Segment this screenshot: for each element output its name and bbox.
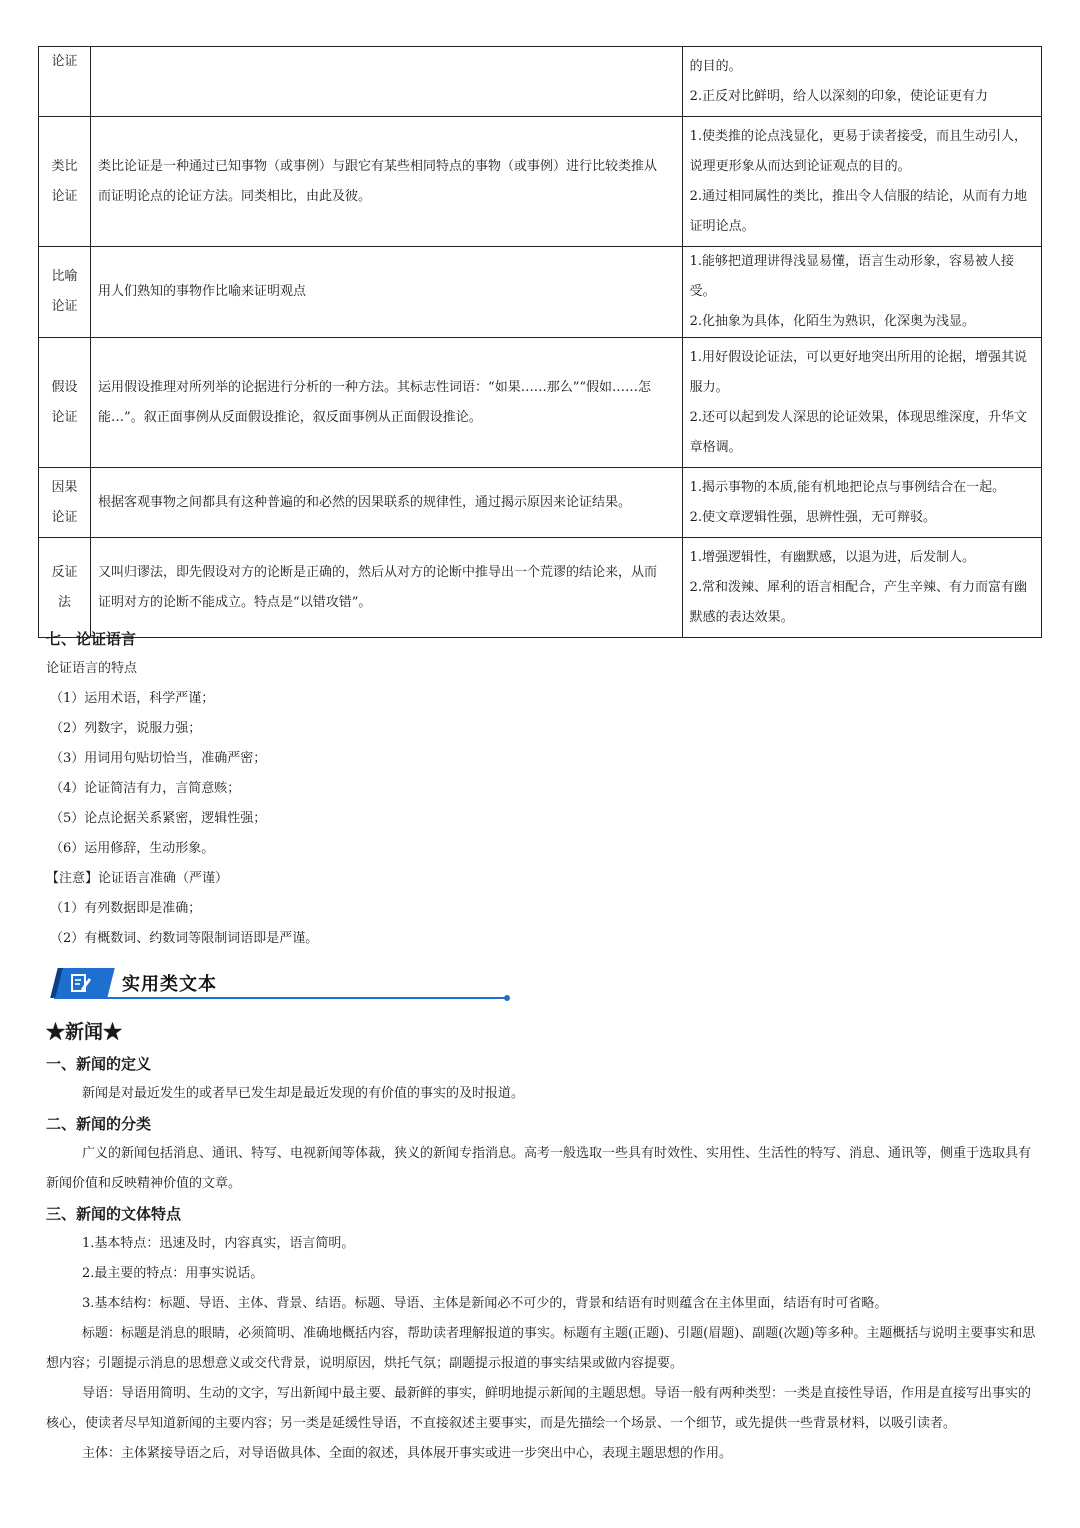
definition-cell	[91, 538, 683, 638]
news-heading-features: 三、新闻的文体特点	[46, 1205, 182, 1223]
effect-text: 证明论点。	[689, 218, 755, 234]
news-heading-classification: 二、新闻的分类	[46, 1115, 152, 1133]
paragraph-body: 主体：主体紧接导语之后，对导语做具体、全面的叙述，具体展开事实或进一步突出中心，表现主题思想的作用。	[82, 1446, 733, 1461]
list-item: （4）论证简洁有力，言简意赅；	[50, 781, 241, 796]
list-item: （5）论点论据关系紧密，逻辑性强；	[50, 811, 267, 826]
method-name-cell	[39, 538, 91, 638]
table-row	[39, 47, 1042, 117]
effect-text: 默感的表达效果。	[689, 609, 794, 625]
section-banner	[50, 962, 510, 1004]
method-name-cell	[39, 47, 91, 117]
paragraph-lead: 导语：导语用简明、生动的文字，写出新闻中最主要、最新鲜的事实，鲜明地提示新闻的主题思想。导语一般有两种类型：一类是直接性导语，作用是直接写出事实的核心，使读者尽早知道新闻的主要内容；另一类是延缓性导语，不直接叙述主要事实，而是先描绘一个场景、一个细节，或先提供一些背景材料，以吸引读者。	[46, 1386, 1032, 1431]
definition-text: 根据客观事物之间都具有这种普遍的和必然的因果联系的规律性，通过揭示原因来论证结果。	[98, 494, 632, 510]
definition-cell	[91, 338, 683, 468]
news-heading-definition: 一、新闻的定义	[46, 1055, 152, 1073]
method-name-cell	[39, 338, 91, 468]
table-row	[39, 538, 1042, 638]
effect-cell	[682, 468, 1041, 538]
method-name: 论证	[51, 509, 78, 525]
method-name: 反证	[51, 564, 78, 580]
banner-rule-end	[504, 995, 510, 1001]
list-item: （2）有概数词、约数词等限制词语即是严谨。	[50, 931, 319, 946]
table-row	[39, 468, 1042, 538]
list-item: （1）有列数据即是准确；	[50, 901, 202, 916]
banner-title: 实用类文本	[122, 974, 217, 995]
pencil-note-icon	[70, 972, 92, 994]
definition-text: 又叫归谬法，即先假设对方的论断是正确的，然后从对方的论断中推导出一个荒谬的结论来，从而	[98, 564, 658, 580]
definition-cell	[91, 47, 683, 117]
method-name: 论证	[51, 299, 78, 314]
effect-text: 2.还可以起到发人深思的论证效果，体现思维深度，升华文	[689, 409, 1028, 425]
effect-text: 说理更形象从而达到论证观点的目的。	[689, 158, 911, 174]
effect-text: 2.正反对比鲜明，给人以深刻的印象，使论证更有力	[689, 88, 989, 104]
section-heading: 七、论证语言	[46, 630, 137, 648]
effect-cell	[682, 338, 1041, 468]
list-item: 3.基本结构：标题、导语、主体、背景、结语。标题、导语、主体是新闻必不可少的，背景和结语有时则蕴含在主体里面，结语有时可省略。	[82, 1296, 888, 1311]
list-item: （2）列数字，说服力强；	[50, 721, 202, 736]
news-section	[46, 1015, 1038, 1469]
list-item: 2.最主要的特点：用事实说话。	[82, 1266, 264, 1281]
effect-text: 2.常和泼辣、犀利的语言相配合，产生辛辣、有力而富有幽	[689, 579, 1028, 595]
effect-cell	[682, 117, 1041, 247]
effect-text: 2.化抽象为具体，化陌生为熟识，化深奥为浅显。	[689, 314, 976, 329]
method-name: 论证	[51, 409, 78, 425]
definition-text: 能…”。叙正面事例从反面假设推论，叙反面事例从正面假设推论。	[98, 409, 482, 425]
definition-text: 运用假设推理对所列举的论据进行分析的一种方法。其标志性词语：“如果……那么”“假如……怎	[98, 379, 651, 395]
table-row	[39, 338, 1042, 468]
news-title: ★新闻★	[46, 1021, 123, 1043]
list-item: （6）运用修辞，生动形象。	[50, 841, 215, 856]
effect-cell	[682, 538, 1041, 638]
effect-text: 2.通过相同属性的类比，推出令人信服的结论，从而有力地	[689, 188, 1028, 204]
list-item: （1）运用术语，科学严谨；	[50, 691, 215, 706]
list-item: （3）用词用句贴切恰当，准确严密；	[50, 751, 267, 766]
table-row	[39, 117, 1042, 247]
section-argument-language	[46, 624, 1036, 954]
effect-text: 的目的。	[689, 58, 742, 74]
definition-text: 而证明论点的论证方法。同类相比，由此及彼。	[98, 188, 372, 204]
subheading: 论证语言的特点	[46, 661, 138, 676]
paragraph-title: 标题：标题是消息的眼睛，必须简明、准确地概括内容，帮助读者理解报道的事实。标题有主题(正题)、引题(眉题)、副题(次题)等多种。主题概括与说明主要事实和思想内容；引题提示消息的思想意义或交代背景，说明原因，烘托气氛；副题提示报道的事实结果或做内容提要。	[46, 1326, 1036, 1371]
effect-text: 1.用好假设论证法，可以更好地突出所用的论据，增强其说	[689, 349, 1028, 365]
method-name-cell	[39, 247, 91, 338]
method-name-cell	[39, 468, 91, 538]
effect-text: 1.增强逻辑性，有幽默感，以退为进，后发制人。	[689, 549, 976, 565]
method-name: 法	[58, 594, 72, 610]
definition-cell	[91, 247, 683, 338]
argument-methods-table	[38, 46, 1042, 638]
effect-text: 1.揭示事物的本质,能有机地把论点与事例结合在一起。	[689, 479, 1006, 495]
method-name: 论证	[51, 54, 78, 69]
definition-text: 证明对方的论断不能成立。特点是“以错攻错”。	[98, 594, 372, 610]
paragraph: 新闻是对最近发生的或者早已发生却是最近发现的有价值的事实的及时报道。	[82, 1086, 525, 1101]
method-name: 论证	[51, 188, 78, 204]
definition-text: 用人们熟知的事物作比喻来证明观点	[98, 284, 307, 299]
method-name: 比喻	[51, 269, 78, 284]
method-name: 假设	[51, 379, 78, 395]
effect-text: 服力。	[689, 379, 729, 395]
list-item: 1.基本特点：迅速及时，内容真实，语言简明。	[82, 1236, 355, 1251]
effect-text: 2.使文章逻辑性强，思辨性强，无可辩驳。	[689, 509, 937, 525]
method-name: 类比	[51, 158, 78, 174]
effect-text: 1.使类推的论点浅显化，更易于读者接受，而且生动引人，	[689, 128, 1028, 144]
definition-text: 类比论证是一种通过已知事物（或事例）与跟它有某些相同特点的事物（或事例）进行比较类推从	[98, 158, 658, 174]
banner-rule	[54, 997, 506, 999]
paragraph: 广义的新闻包括消息、通讯、特写、电视新闻等体裁，狭义的新闻专指消息。高考一般选取一些具有时效性、实用性、生活性的特写、消息、通讯等，侧重于选取具有新闻价值和反映精神价值的文章。	[46, 1146, 1032, 1191]
note-title: 【注意】论证语言准确（严谨）	[46, 871, 229, 886]
effect-text: 1.能够把道理讲得浅显易懂，语言生动形象，容易被人接受。	[689, 254, 1015, 299]
effect-cell	[682, 247, 1041, 338]
method-name: 因果	[51, 479, 78, 495]
definition-cell	[91, 117, 683, 247]
table-row	[39, 247, 1042, 338]
effect-cell	[682, 47, 1041, 117]
definition-cell	[91, 468, 683, 538]
method-name-cell	[39, 117, 91, 247]
effect-text: 章格调。	[689, 439, 742, 455]
